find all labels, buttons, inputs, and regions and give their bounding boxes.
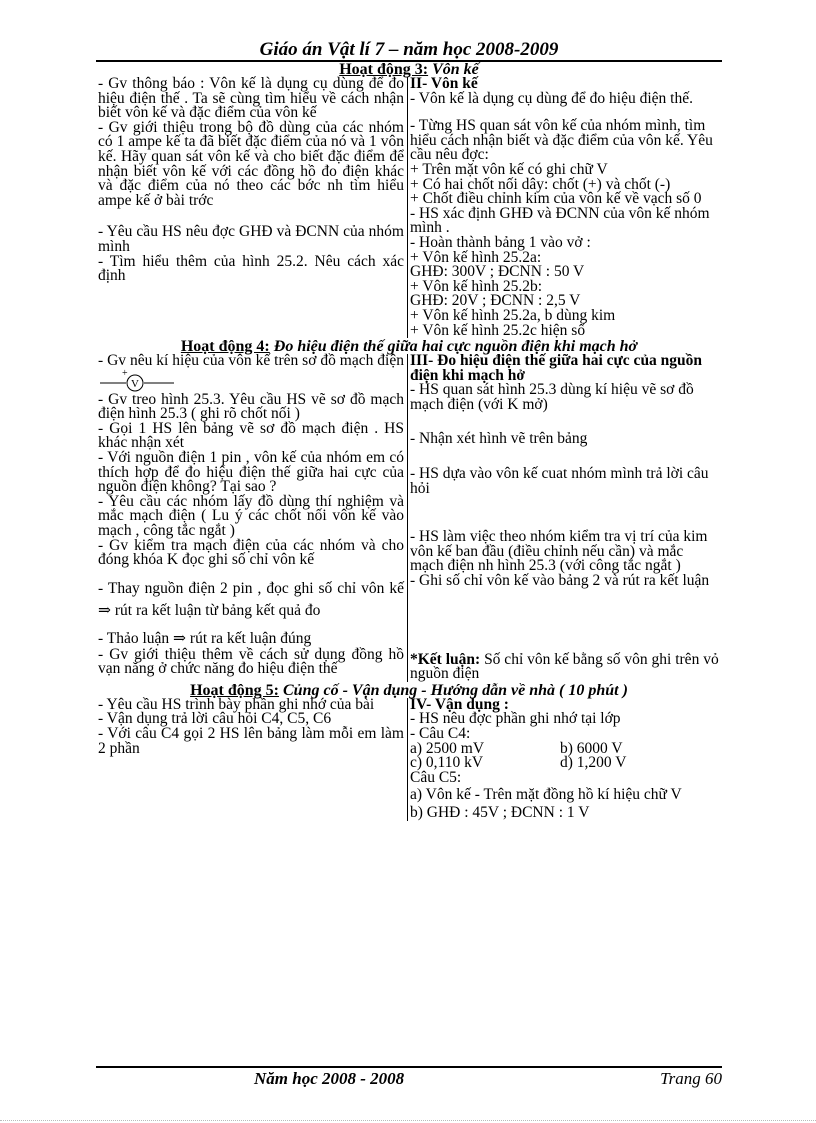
student-step: + Vôn kế hình 25.2b: <box>410 277 543 295</box>
teacher-step-text: rút ra kết luận từ bảng kết quả đo <box>114 601 321 619</box>
student-step: + Vôn kế hình 25.2c hiện số <box>410 321 586 339</box>
teacher-step: - Với nguồn điện 1 pin , vôn kế của nhóm em có thích hợp để đo hiệu điện thế giữa hai cực của nguồn điện không? Tại sao ? <box>98 449 404 496</box>
student-step: - HS quan sát hình 25.3 dùng kí hiệu vẽ sơ đồ mạch điện (với K mở) <box>410 381 694 413</box>
student-step: + Chốt điều chỉnh kim của vôn kế về vạch số 0 <box>410 190 702 208</box>
teacher-step <box>98 578 404 622</box>
student-step: + Vôn kế hình 25.2a, b dùng kim <box>410 306 616 324</box>
student-step: GHĐ: 20V ; ĐCNN : 2,5 V <box>410 292 581 310</box>
student-step: - Hoàn thành bảng 1 vào vở : <box>410 233 591 251</box>
student-step: Câu C5: <box>410 768 462 786</box>
teacher-step: - Yêu cầu HS nêu đợc GHĐ và ĐCNN của nhóm mình <box>98 223 404 255</box>
student-step: b) GHĐ : 45V ; ĐCNN : 1 V <box>410 803 590 821</box>
student-column <box>408 354 723 682</box>
activity-table-hd5 <box>96 695 722 821</box>
activity-table-hd4 <box>96 354 722 682</box>
teacher-step-text: - Thay nguồn điện 2 pin , đọc ghi số chỉ vôn kế <box>98 579 404 597</box>
page-footer <box>96 1066 722 1088</box>
teacher-column <box>96 354 408 682</box>
student-step: - HS dựa vào vôn kế cuat nhóm mình trả lời câu hỏi <box>410 465 709 497</box>
voltmeter-v-label: V <box>131 377 139 390</box>
teacher-step: - Gv giới thiệu trong bộ đồ dùng của các nhóm có 1 ampe kế ta đã biết đặc điểm của nó và 1 vôn kế. Hãy quan sát vôn kế và cho biết đặc điểm để nhận biết vôn kế với các đồng hồ đo điện khác và đặc điểm của nó theo các bớc nh tìm hiểu ampe kế ở bài trớc <box>98 118 404 209</box>
teacher-step: - Yêu cầu các nhóm lấy đồ dùng thí nghiệm và mắc mạch điện ( Lu ý các chốt nối vôn kế vào mạch , công tắc ngắt ) <box>98 492 404 540</box>
student-column <box>408 695 723 821</box>
student-step: - Câu C4: <box>410 725 471 742</box>
section-prefix: Hoạt động 3: <box>339 61 429 78</box>
student-step: - HS nêu đợc phần ghi nhớ tại lớp <box>410 710 621 728</box>
plus-terminal-label: + <box>122 368 128 379</box>
section-prefix: Hoạt động 5: <box>190 681 279 699</box>
page <box>96 40 722 821</box>
student-step: + Vôn kế hình 25.2a: <box>410 248 542 266</box>
page-header: Giáo án Vật lí 7 – năm học 2008-2009 <box>96 40 722 62</box>
teacher-step: - Gv treo hình 25.3. Yêu cầu HS vẽ sơ đồ mạch điện hình 25.3 ( ghi rõ chốt nối ) <box>98 390 404 423</box>
student-step: - HS xác định GHĐ và ĐCNN của vôn kế nhóm mình . <box>410 204 710 237</box>
student-step: - Từng HS quan sát vôn kế của nhóm mình, tìm hiểu cách nhận biết và đặc điểm của vôn kế. Yêu cầu nêu đợc: <box>410 117 713 164</box>
page-number: Trang 60 <box>660 1069 722 1088</box>
teacher-step: - Gv thông báo : Vôn kế là dụng cụ dùng để đo hiệu điện thế . Ta sẽ cùng tìm hiểu về cách nhận biết vôn kế và đặc điểm của vôn kế <box>98 75 404 122</box>
teacher-step: - Gv kiểm tra mạch điện của các nhóm và cho đóng khóa K đọc ghi số chỉ vôn kế <box>98 536 404 569</box>
content-heading: II- Vôn kế <box>410 75 478 92</box>
student-step: - HS làm việc theo nhóm kiểm tra vị trí của kim vôn kế ban đầu (điều chỉnh nếu cần) và mắc mạch điện nh hình 25.3 (với công tắc ngắt ) <box>410 528 708 575</box>
student-step: a) Vôn kế - Trên mặt đồng hồ kí hiệu chữ V <box>410 786 682 804</box>
answer-c4-a: a) 2500 mV <box>410 739 485 757</box>
conclusion <box>410 650 719 683</box>
page-edge-divider <box>0 1120 816 1121</box>
student-step: GHĐ: 300V ; ĐCNN : 50 V <box>410 263 585 281</box>
teacher-column <box>96 695 408 821</box>
section-prefix: Hoạt động 4: <box>180 338 270 356</box>
teacher-step: - Gọi 1 HS lên bảng vẽ sơ đồ mạch điện . HS khác nhận xét <box>98 419 404 452</box>
content-heading: IV- Vận dụng : <box>410 695 509 713</box>
student-column <box>408 77 723 338</box>
arrow-right-icon: ⇒ <box>173 629 187 647</box>
student-step: - Vôn kế là dụng cụ dùng để đo hiệu điện thế. <box>410 89 693 107</box>
answer-c4-d: d) 1,200 V <box>560 754 627 772</box>
teacher-column <box>96 77 408 338</box>
conclusion-label: *Kết luận: <box>410 650 481 668</box>
teacher-step-text: rút ra kết luận đúng <box>189 629 312 647</box>
teacher-step <box>98 354 404 393</box>
voltmeter-symbol-icon <box>98 369 176 393</box>
section-title-text: Vôn kế <box>428 61 479 78</box>
conclusion-text: Số chỉ vôn kế bằng số vôn ghi trên vỏ nguồn điện <box>410 650 719 683</box>
student-step: - Ghi số chỉ vôn kế vào bảng 2 và rút ra kết luận <box>410 572 710 590</box>
student-step: + Trên mặt vôn kế có ghi chữ V <box>410 160 608 178</box>
footer-year: Năm học 2008 - 2008 <box>254 1069 405 1088</box>
content-heading: III- Đo hiệu điện thế giữa hai cực của nguồn điện khi mạch hở <box>410 352 703 384</box>
student-step: + Có hai chốt nối dây: chốt (+) và chốt (-) <box>410 175 671 193</box>
teacher-step: - Gv giới thiệu thêm về cách sử dụng đồng hồ vạn năng ở chức năng đo hiệu điện thế <box>98 645 404 678</box>
teacher-step-text: - Thảo luận <box>98 629 170 647</box>
answer-c4-b: b) 6000 V <box>560 739 623 757</box>
teacher-step-text: - Gv nêu kí hiệu của vôn kế trên sơ đồ mạch điện <box>98 352 404 370</box>
arrow-right-icon: ⇒ <box>98 601 111 619</box>
section-title-text: Đo hiệu điện thế giữa hai cực nguồn điện khi mạch hở <box>269 338 638 356</box>
section-title-text: Củng cố - Vận dụng - Hướng dẫn về nhà ( 10 phút ) <box>279 681 628 699</box>
teacher-step: - Với câu C4 gọi 2 HS lên bảng làm mỗi em làm 2 phần <box>98 725 404 757</box>
answer-c4-c: c) 0,110 kV <box>410 754 484 772</box>
teacher-step: - Vận dụng trả lời câu hỏi C4, C5, C6 <box>98 710 332 728</box>
student-step: - Nhận xét hình vẽ trên bảng <box>410 430 588 448</box>
teacher-step: - Tìm hiểu thêm của hình 25.2. Nêu cách xác định <box>98 252 404 285</box>
activity-table-hd3 <box>96 77 722 338</box>
teacher-step: - Yêu cầu HS trình bày phần ghi nhớ của bài <box>98 695 375 713</box>
